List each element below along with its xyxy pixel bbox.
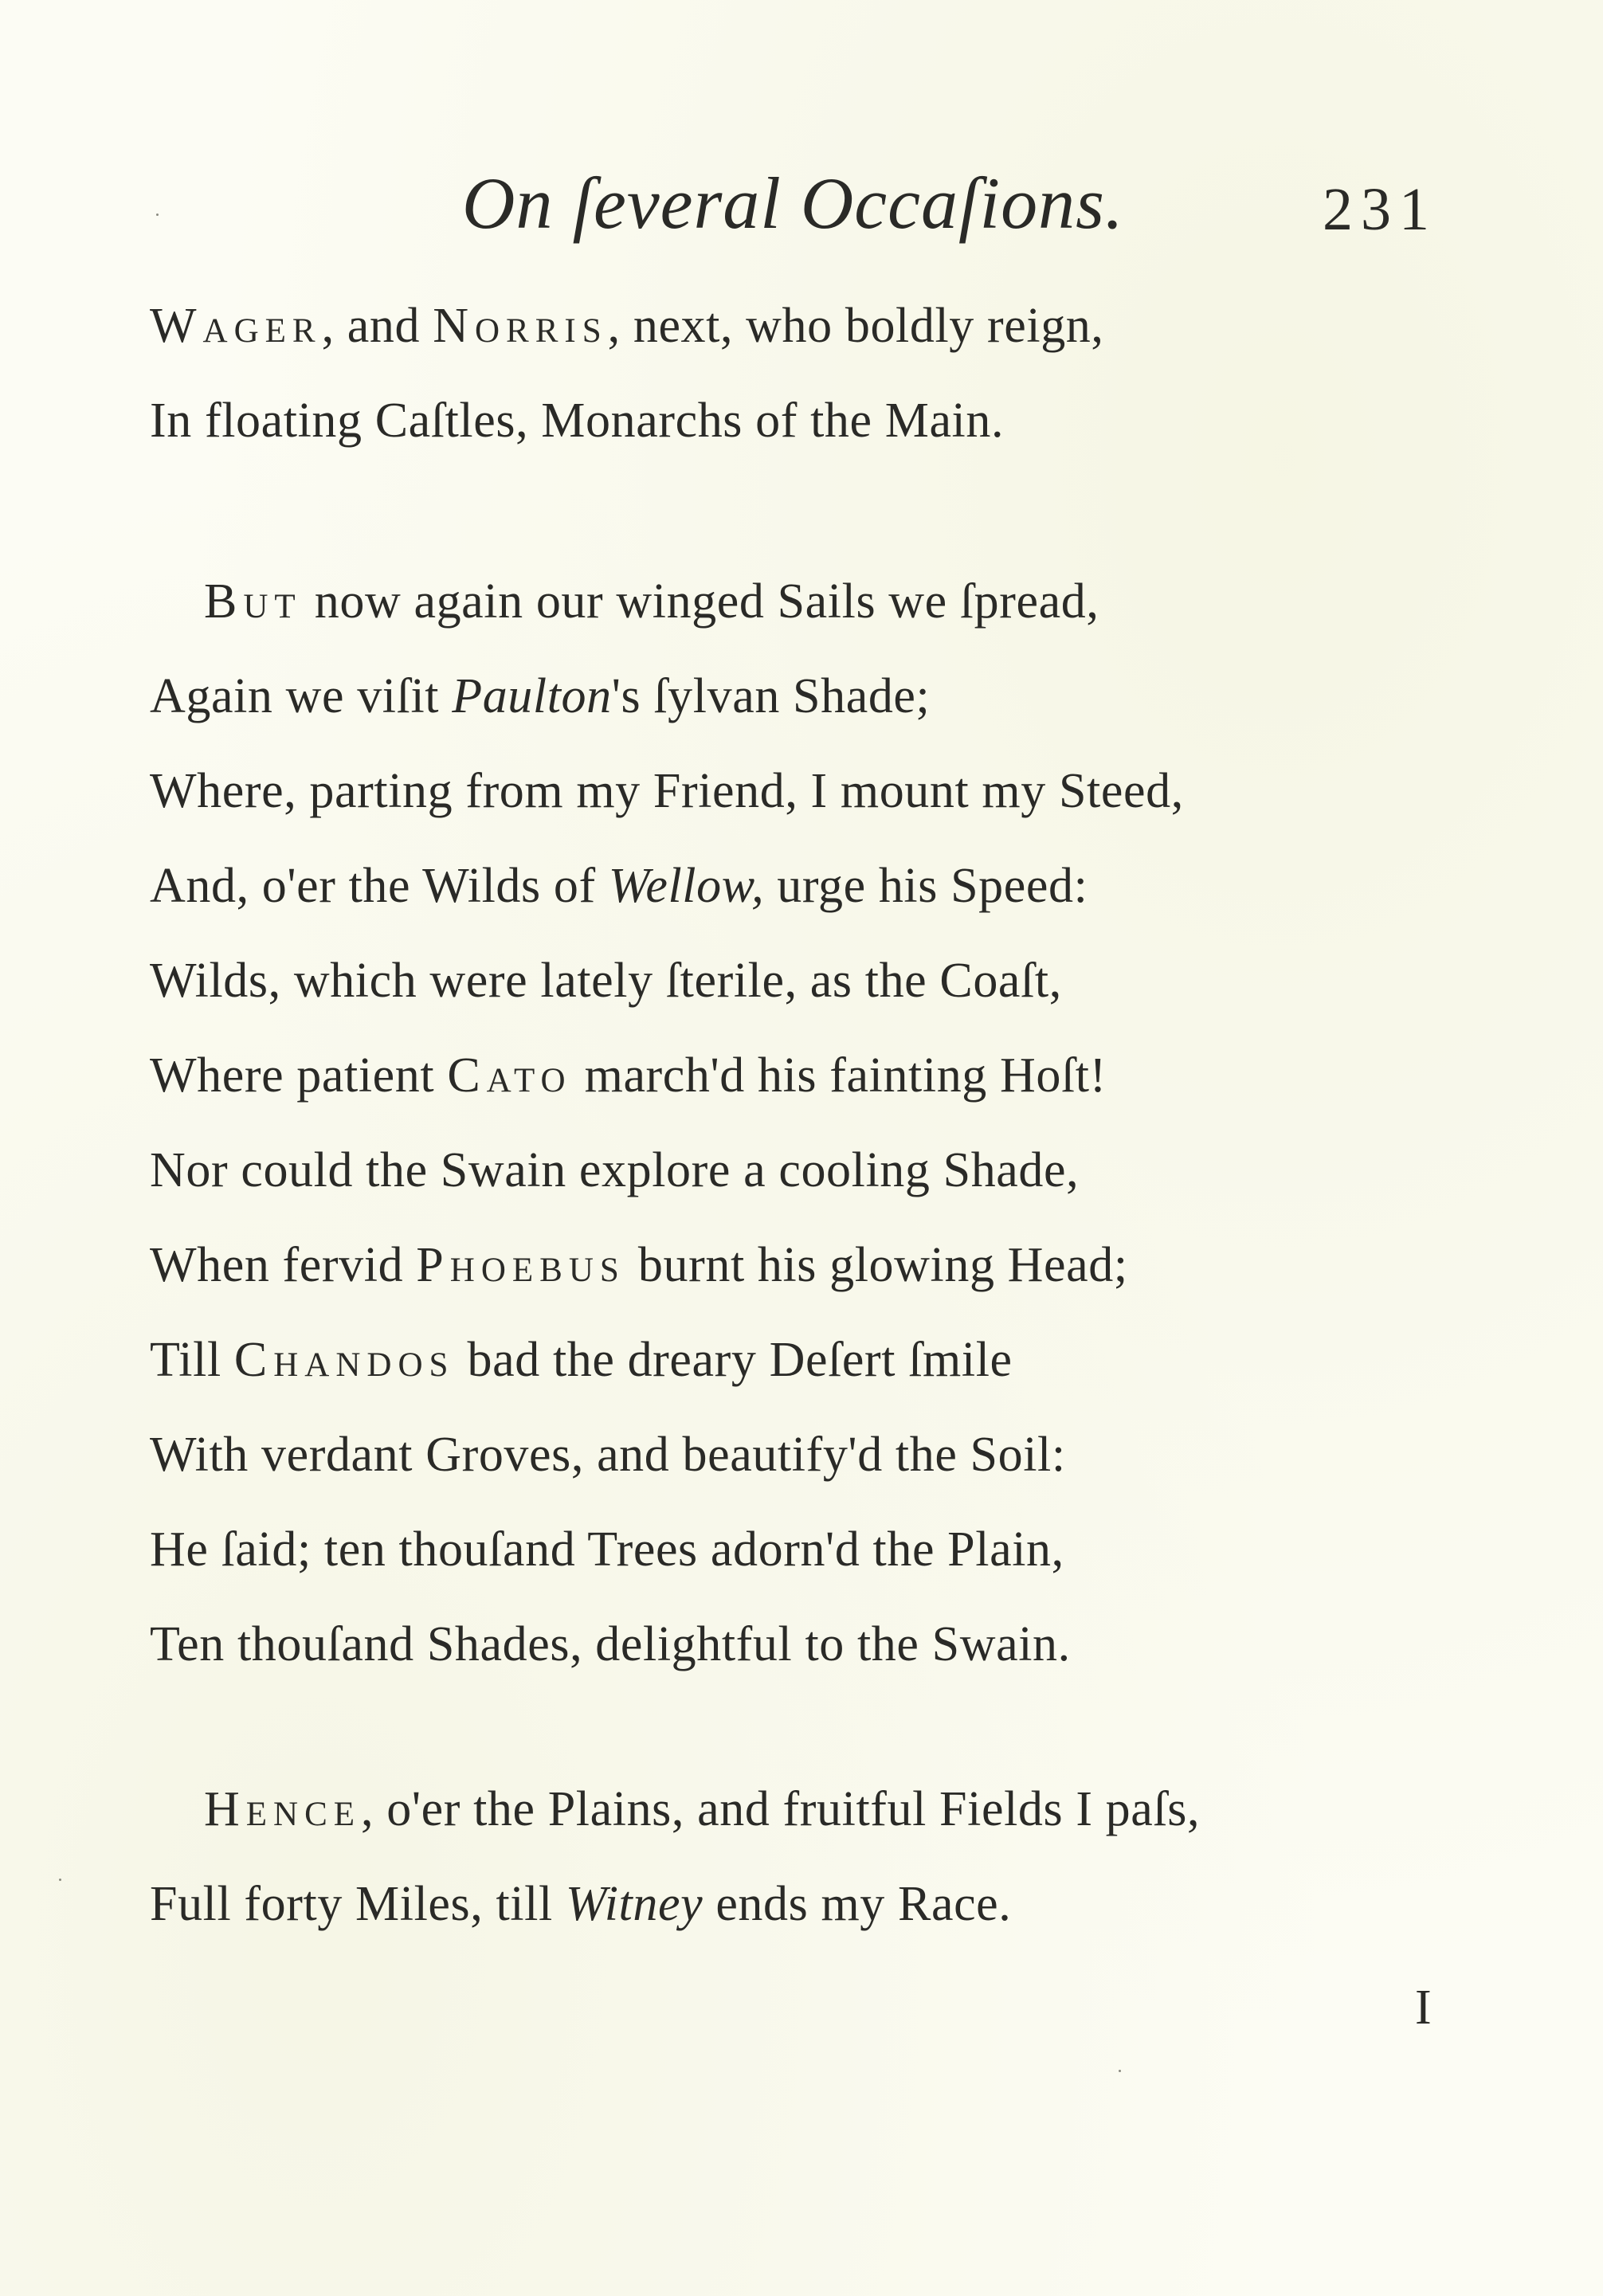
verse-text: ends my Race. <box>703 1877 1012 1931</box>
verse-line <box>150 279 1472 374</box>
verse-text: bad the dreary Deſert ſmile <box>454 1333 1013 1387</box>
verse-text: When fervid <box>150 1238 417 1292</box>
page-header <box>0 151 1603 255</box>
verse-text: Nor could the Swain explore a cooling Shade, <box>150 1143 1080 1197</box>
verse-line <box>150 1313 1472 1408</box>
paper-speck <box>1119 2070 1121 2072</box>
running-title: On ſeveral Occaſions. <box>462 163 1124 244</box>
verse-text: In floating Caſtles, Monarchs of the Main. <box>150 394 1005 448</box>
verse-line <box>150 839 1472 934</box>
stanza <box>150 279 1472 468</box>
italic-place-name: Witney <box>565 1877 704 1931</box>
verse-text: Full forty Miles, till <box>150 1877 566 1931</box>
italic-place-name: Wellow, <box>608 859 765 913</box>
verse-text: Where patient <box>150 1048 448 1103</box>
verse-line <box>150 1028 1472 1123</box>
verse-line <box>150 1408 1472 1503</box>
verse-line <box>150 1218 1472 1313</box>
verse-line <box>150 1857 1472 1952</box>
verse-line <box>150 934 1472 1028</box>
verse-line <box>150 1762 1472 1857</box>
paper-speck <box>156 214 159 216</box>
verse-line <box>150 1597 1472 1692</box>
verse-text: , and <box>321 299 433 353</box>
verse-text: Ten thouſand Shades, delightful to the Swain. <box>150 1617 1071 1671</box>
verse-text: now again our winged Sails we ſpread, <box>301 574 1099 629</box>
verse-text: march'd his fainting Hoſt! <box>571 1048 1107 1103</box>
small-caps-name: Chandos <box>233 1333 455 1387</box>
verse-text: , o'er the Plains, and fruitful Fields I paſs, <box>361 1782 1201 1836</box>
verse-line <box>150 649 1472 744</box>
verse-text: 's ſylvan Shade; <box>611 669 931 723</box>
stanza <box>150 1762 1472 1952</box>
small-caps-name: Hence <box>204 1782 362 1836</box>
italic-place-name: Paulton <box>452 669 612 723</box>
stanza <box>150 554 1472 1692</box>
verse-text: And, o'er the Wilds of <box>150 859 609 913</box>
verse-text: With verdant Groves, and beautify'd the Soil: <box>150 1428 1066 1482</box>
verse-line <box>150 744 1472 839</box>
verse-text: burnt his glowing Head; <box>625 1238 1128 1292</box>
verse-text: Again we viſit <box>150 669 453 723</box>
verse-text: He ſaid; ten thouſand Trees adorn'd the Plain, <box>150 1522 1064 1577</box>
verse-text: , next, who boldly reign, <box>607 299 1104 353</box>
verse-text: Where, parting from my Friend, I mount my Steed, <box>150 764 1184 818</box>
small-caps-name: Norris <box>433 299 608 353</box>
small-caps-name: Phoebus <box>416 1238 625 1292</box>
page-number: 231 <box>1323 176 1437 243</box>
paper-speck <box>59 1879 61 1881</box>
small-caps-name: Wager <box>150 299 322 353</box>
small-caps-name: Cato <box>447 1048 572 1103</box>
verse-text: Till <box>150 1333 234 1387</box>
small-caps-name: But <box>204 574 302 629</box>
verse-line <box>150 374 1472 468</box>
verse-line <box>150 1503 1472 1597</box>
verse-text: urge his Speed: <box>764 859 1088 913</box>
verse-line <box>150 1123 1472 1218</box>
verse-text: Wilds, which were lately ſterile, as the Coaſt, <box>150 954 1062 1008</box>
catchword: I <box>1415 1981 1432 2035</box>
verse-line <box>150 554 1472 649</box>
